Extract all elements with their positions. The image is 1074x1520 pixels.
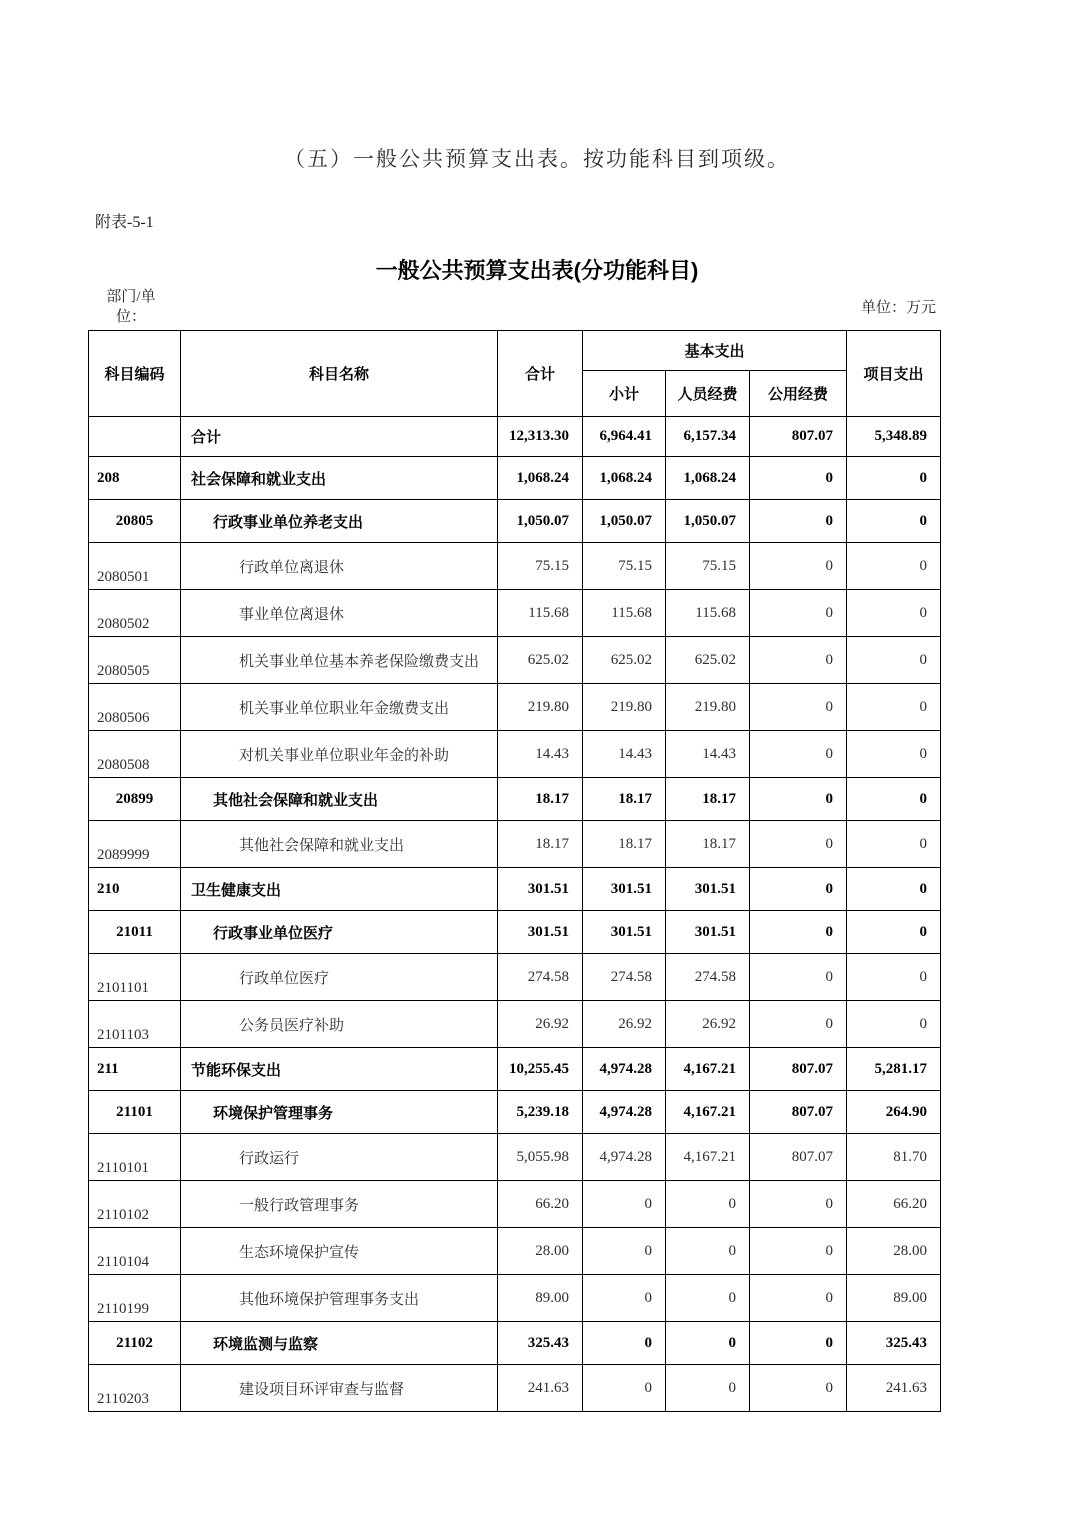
- total-value-cell: 18.17: [498, 821, 583, 868]
- section-heading: （五）一般公共预算支出表。按功能科目到项级。: [284, 147, 790, 171]
- subject-name-cell: 其他环境保护管理事务支出: [181, 1275, 498, 1322]
- public-funds-value-cell: 0: [750, 500, 847, 543]
- subject-code-cell: 2080505: [89, 637, 181, 684]
- subtotal-value-cell: 115.68: [583, 590, 666, 637]
- subject-name-cell: 行政事业单位养老支出: [181, 500, 498, 543]
- public-funds-value-cell: 0: [750, 1275, 847, 1322]
- project-expenditure-value-cell: 0: [847, 911, 941, 954]
- subject-code-cell: 2080508: [89, 731, 181, 778]
- subject-code-cell: 2080502: [89, 590, 181, 637]
- subtotal-value-cell: 4,974.28: [583, 1048, 666, 1091]
- subject-name-cell: 对机关事业单位职业年金的补助: [181, 731, 498, 778]
- public-funds-value-cell: 0: [750, 868, 847, 911]
- subtotal-value-cell: 625.02: [583, 637, 666, 684]
- project-expenditure-value-cell: 0: [847, 1001, 941, 1048]
- project-expenditure-value-cell: 89.00: [847, 1275, 941, 1322]
- total-value-cell: 89.00: [498, 1275, 583, 1322]
- total-value-cell: 301.51: [498, 868, 583, 911]
- table-row: [89, 1048, 941, 1091]
- total-value-cell: 1,050.07: [498, 500, 583, 543]
- total-value-cell: 115.68: [498, 590, 583, 637]
- subtotal-value-cell: 274.58: [583, 954, 666, 1001]
- subject-code-cell: 21102: [89, 1322, 181, 1365]
- project-expenditure-value-cell: 0: [847, 590, 941, 637]
- personnel-funds-value-cell: 4,167.21: [666, 1048, 750, 1091]
- table-row: [89, 637, 941, 684]
- personnel-funds-value-cell: 0: [666, 1365, 750, 1412]
- subtotal-value-cell: 18.17: [583, 778, 666, 821]
- project-expenditure-value-cell: 0: [847, 778, 941, 821]
- subtotal-value-cell: 219.80: [583, 684, 666, 731]
- total-value-cell: 14.43: [498, 731, 583, 778]
- header-subject-code: 科目编码: [89, 331, 181, 417]
- subject-code-cell: 2101103: [89, 1001, 181, 1048]
- subject-name-cell: 环境保护管理事务: [181, 1091, 498, 1134]
- project-expenditure-value-cell: 264.90: [847, 1091, 941, 1134]
- project-expenditure-value-cell: 0: [847, 868, 941, 911]
- table-body: [89, 417, 941, 1412]
- subtotal-value-cell: 0: [583, 1228, 666, 1275]
- total-value-cell: 75.15: [498, 543, 583, 590]
- table-row: [89, 1181, 941, 1228]
- header-personnel-funds: 人员经费: [666, 371, 750, 417]
- personnel-funds-value-cell: 18.17: [666, 821, 750, 868]
- personnel-funds-value-cell: 1,050.07: [666, 500, 750, 543]
- public-funds-value-cell: 0: [750, 684, 847, 731]
- table-row: [89, 778, 941, 821]
- subject-name-cell: 行政运行: [181, 1134, 498, 1181]
- subject-name-cell: 行政事业单位医疗: [181, 911, 498, 954]
- public-funds-value-cell: 0: [750, 778, 847, 821]
- table-row: [89, 417, 941, 457]
- personnel-funds-value-cell: 18.17: [666, 778, 750, 821]
- personnel-funds-value-cell: 301.51: [666, 868, 750, 911]
- table-title: 一般公共预算支出表(分功能科目): [375, 258, 699, 283]
- subtotal-value-cell: 6,964.41: [583, 417, 666, 457]
- subject-name-cell: 事业单位离退休: [181, 590, 498, 637]
- public-funds-value-cell: 0: [750, 1322, 847, 1365]
- table-row: [89, 543, 941, 590]
- subject-code-cell: [89, 417, 181, 457]
- public-funds-value-cell: 0: [750, 911, 847, 954]
- table-row: [89, 500, 941, 543]
- subject-code-cell: 2080506: [89, 684, 181, 731]
- table-row: [89, 590, 941, 637]
- subject-code-cell: 210: [89, 868, 181, 911]
- total-value-cell: 5,055.98: [498, 1134, 583, 1181]
- table-row: [89, 731, 941, 778]
- table-row: [89, 954, 941, 1001]
- total-value-cell: 241.63: [498, 1365, 583, 1412]
- subject-name-cell: 一般行政管理事务: [181, 1181, 498, 1228]
- subject-code-cell: 2101101: [89, 954, 181, 1001]
- table-row: [89, 1275, 941, 1322]
- project-expenditure-value-cell: 241.63: [847, 1365, 941, 1412]
- subject-name-cell: 合计: [181, 417, 498, 457]
- subject-name-cell: 建设项目环评审查与监督: [181, 1365, 498, 1412]
- project-expenditure-value-cell: 28.00: [847, 1228, 941, 1275]
- personnel-funds-value-cell: 14.43: [666, 731, 750, 778]
- table-header: [89, 331, 941, 417]
- public-funds-value-cell: 0: [750, 1181, 847, 1228]
- table-row: [89, 457, 941, 500]
- total-value-cell: 18.17: [498, 778, 583, 821]
- personnel-funds-value-cell: 625.02: [666, 637, 750, 684]
- project-expenditure-value-cell: 0: [847, 821, 941, 868]
- public-funds-value-cell: 0: [750, 457, 847, 500]
- personnel-funds-value-cell: 0: [666, 1275, 750, 1322]
- subtotal-value-cell: 18.17: [583, 821, 666, 868]
- subject-name-cell: 其他社会保障和就业支出: [181, 778, 498, 821]
- personnel-funds-value-cell: 301.51: [666, 911, 750, 954]
- personnel-funds-value-cell: 274.58: [666, 954, 750, 1001]
- personnel-funds-value-cell: 219.80: [666, 684, 750, 731]
- public-funds-value-cell: 0: [750, 731, 847, 778]
- subject-name-cell: 节能环保支出: [181, 1048, 498, 1091]
- personnel-funds-value-cell: 75.15: [666, 543, 750, 590]
- table-row: [89, 1134, 941, 1181]
- subtotal-value-cell: 4,974.28: [583, 1134, 666, 1181]
- table-row: [89, 1365, 941, 1412]
- header-subtotal: 小计: [583, 371, 666, 417]
- personnel-funds-value-cell: 0: [666, 1181, 750, 1228]
- subtotal-value-cell: 26.92: [583, 1001, 666, 1048]
- total-value-cell: 10,255.45: [498, 1048, 583, 1091]
- public-funds-value-cell: 807.07: [750, 1134, 847, 1181]
- subject-name-cell: 机关事业单位职业年金缴费支出: [181, 684, 498, 731]
- project-expenditure-value-cell: 5,348.89: [847, 417, 941, 457]
- public-funds-value-cell: 807.07: [750, 1091, 847, 1134]
- subtotal-value-cell: 14.43: [583, 731, 666, 778]
- subject-code-cell: 2110199: [89, 1275, 181, 1322]
- subject-code-cell: 2110203: [89, 1365, 181, 1412]
- currency-unit-label: 单位：万元: [860, 300, 936, 316]
- subject-name-cell: 生态环境保护宣传: [181, 1228, 498, 1275]
- total-value-cell: 5,239.18: [498, 1091, 583, 1134]
- project-expenditure-value-cell: 0: [847, 457, 941, 500]
- table-row: [89, 1228, 941, 1275]
- subject-code-cell: 2110104: [89, 1228, 181, 1275]
- public-funds-value-cell: 0: [750, 590, 847, 637]
- subtotal-value-cell: 0: [583, 1322, 666, 1365]
- personnel-funds-value-cell: 6,157.34: [666, 417, 750, 457]
- subtotal-value-cell: 0: [583, 1181, 666, 1228]
- subject-code-cell: 2110102: [89, 1181, 181, 1228]
- project-expenditure-value-cell: 0: [847, 500, 941, 543]
- public-funds-value-cell: 0: [750, 954, 847, 1001]
- total-value-cell: 625.02: [498, 637, 583, 684]
- public-funds-value-cell: 0: [750, 1365, 847, 1412]
- total-value-cell: 325.43: [498, 1322, 583, 1365]
- subject-name-cell: 其他社会保障和就业支出: [181, 821, 498, 868]
- subtotal-value-cell: 0: [583, 1365, 666, 1412]
- project-expenditure-value-cell: 0: [847, 637, 941, 684]
- project-expenditure-value-cell: 66.20: [847, 1181, 941, 1228]
- project-expenditure-value-cell: 0: [847, 684, 941, 731]
- subject-code-cell: 21101: [89, 1091, 181, 1134]
- personnel-funds-value-cell: 1,068.24: [666, 457, 750, 500]
- public-funds-value-cell: 807.07: [750, 417, 847, 457]
- project-expenditure-value-cell: 325.43: [847, 1322, 941, 1365]
- total-value-cell: 66.20: [498, 1181, 583, 1228]
- table-row: [89, 684, 941, 731]
- header-subject-name: 科目名称: [181, 331, 498, 417]
- public-funds-value-cell: 0: [750, 1228, 847, 1275]
- personnel-funds-value-cell: 115.68: [666, 590, 750, 637]
- table-row: [89, 868, 941, 911]
- header-project-expenditure: 项目支出: [847, 331, 941, 417]
- subtotal-value-cell: 1,050.07: [583, 500, 666, 543]
- total-value-cell: 219.80: [498, 684, 583, 731]
- public-funds-value-cell: 0: [750, 637, 847, 684]
- header-basic-expenditure-group: 基本支出: [583, 331, 847, 371]
- header-total: 合计: [498, 331, 583, 417]
- subject-name-cell: 公务员医疗补助: [181, 1001, 498, 1048]
- project-expenditure-value-cell: 0: [847, 731, 941, 778]
- table-row: [89, 911, 941, 954]
- subtotal-value-cell: 0: [583, 1275, 666, 1322]
- department-unit-label: 部门/单位：: [106, 289, 156, 326]
- public-funds-value-cell: 807.07: [750, 1048, 847, 1091]
- subject-code-cell: 2110101: [89, 1134, 181, 1181]
- total-value-cell: 274.58: [498, 954, 583, 1001]
- total-value-cell: 26.92: [498, 1001, 583, 1048]
- subject-code-cell: 2080501: [89, 543, 181, 590]
- subject-code-cell: 21011: [89, 911, 181, 954]
- total-value-cell: 12,313.30: [498, 417, 583, 457]
- subject-name-cell: 卫生健康支出: [181, 868, 498, 911]
- subtotal-value-cell: 4,974.28: [583, 1091, 666, 1134]
- project-expenditure-value-cell: 0: [847, 954, 941, 1001]
- subtotal-value-cell: 1,068.24: [583, 457, 666, 500]
- total-value-cell: 28.00: [498, 1228, 583, 1275]
- subject-name-cell: 机关事业单位基本养老保险缴费支出: [181, 637, 498, 684]
- attachment-label: 附表-5-1: [95, 214, 154, 231]
- total-value-cell: 1,068.24: [498, 457, 583, 500]
- project-expenditure-value-cell: 0: [847, 543, 941, 590]
- personnel-funds-value-cell: 0: [666, 1322, 750, 1365]
- public-funds-value-cell: 0: [750, 821, 847, 868]
- total-value-cell: 301.51: [498, 911, 583, 954]
- table-row: [89, 1001, 941, 1048]
- public-funds-value-cell: 0: [750, 1001, 847, 1048]
- personnel-funds-value-cell: 26.92: [666, 1001, 750, 1048]
- personnel-funds-value-cell: 4,167.21: [666, 1134, 750, 1181]
- subtotal-value-cell: 75.15: [583, 543, 666, 590]
- subject-name-cell: 行政单位离退休: [181, 543, 498, 590]
- subject-name-cell: 环境监测与监察: [181, 1322, 498, 1365]
- subtotal-value-cell: 301.51: [583, 911, 666, 954]
- header-public-funds: 公用经费: [750, 371, 847, 417]
- subject-code-cell: 2089999: [89, 821, 181, 868]
- subject-code-cell: 20899: [89, 778, 181, 821]
- personnel-funds-value-cell: 0: [666, 1228, 750, 1275]
- personnel-funds-value-cell: 4,167.21: [666, 1091, 750, 1134]
- project-expenditure-value-cell: 5,281.17: [847, 1048, 941, 1091]
- table-row: [89, 1091, 941, 1134]
- subject-name-cell: 行政单位医疗: [181, 954, 498, 1001]
- budget-expenditure-table: [88, 330, 941, 1412]
- subject-code-cell: 208: [89, 457, 181, 500]
- table-row: [89, 821, 941, 868]
- subject-code-cell: 211: [89, 1048, 181, 1091]
- subtotal-value-cell: 301.51: [583, 868, 666, 911]
- public-funds-value-cell: 0: [750, 543, 847, 590]
- subject-code-cell: 20805: [89, 500, 181, 543]
- project-expenditure-value-cell: 81.70: [847, 1134, 941, 1181]
- table-row: [89, 1322, 941, 1365]
- subject-name-cell: 社会保障和就业支出: [181, 457, 498, 500]
